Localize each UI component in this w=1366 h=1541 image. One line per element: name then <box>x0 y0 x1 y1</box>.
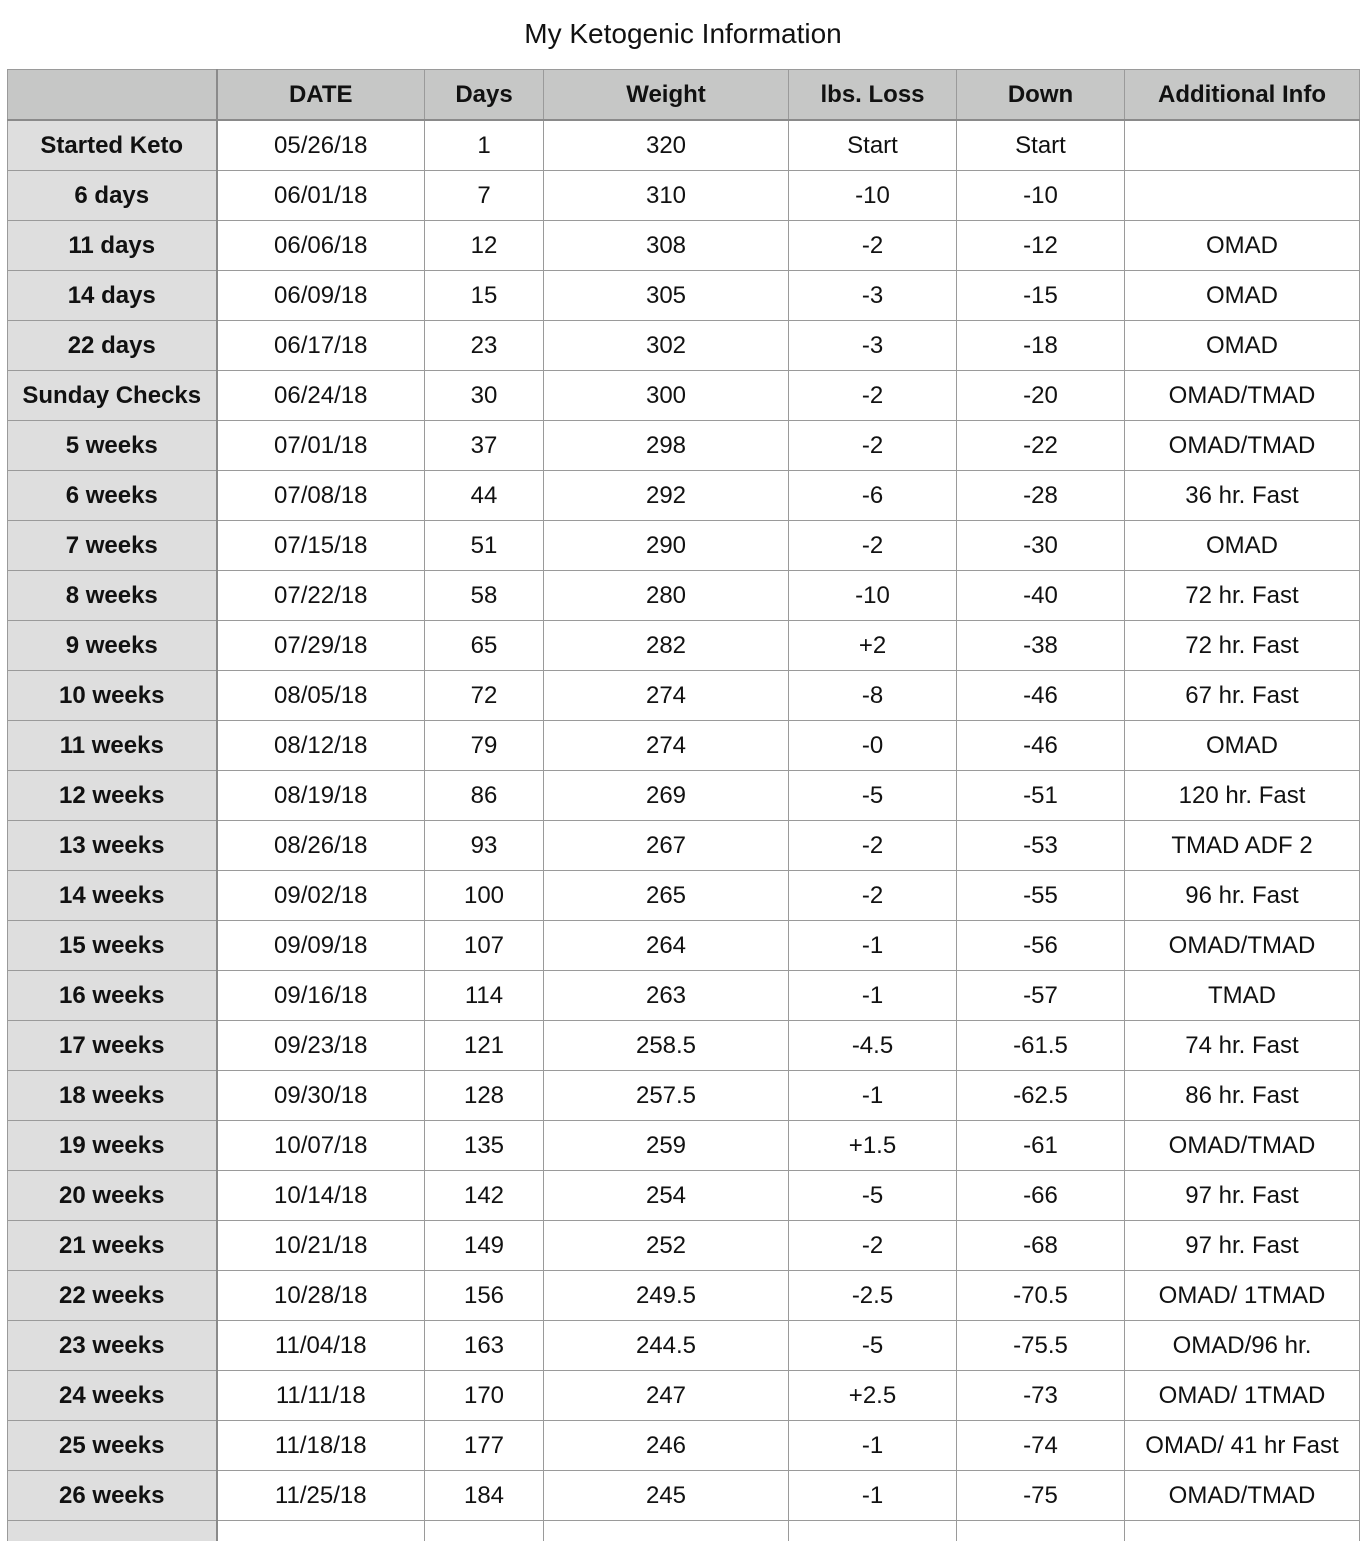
cell-date: 09/16/18 <box>217 971 425 1021</box>
cell-days: 44 <box>425 471 544 521</box>
cell-days: 15 <box>425 271 544 321</box>
cell-lbs-loss: -2 <box>789 521 957 571</box>
cell-weight: 274 <box>544 671 789 721</box>
cell-days: 149 <box>425 1221 544 1271</box>
cell-row-label: 9 weeks <box>8 621 217 671</box>
cell-days: 170 <box>425 1371 544 1421</box>
cell-additional-info <box>1125 171 1360 221</box>
table-cell <box>425 1521 544 1541</box>
cell-date: 09/09/18 <box>217 921 425 971</box>
cell-additional-info <box>1125 120 1360 171</box>
table-cell <box>789 1521 957 1541</box>
cell-lbs-loss: -3 <box>789 321 957 371</box>
table-row <box>8 1221 1360 1271</box>
table-row <box>8 871 1360 921</box>
cell-lbs-loss: -2 <box>789 871 957 921</box>
table-row <box>8 971 1360 1021</box>
cell-additional-info: TMAD ADF 2 <box>1125 821 1360 871</box>
table-row <box>8 621 1360 671</box>
cell-weight: 282 <box>544 621 789 671</box>
table-row-partial <box>8 1521 1360 1541</box>
table-row <box>8 471 1360 521</box>
cell-lbs-loss: -2 <box>789 221 957 271</box>
cell-weight: 280 <box>544 571 789 621</box>
cell-lbs-loss: -1 <box>789 1421 957 1471</box>
cell-date: 08/26/18 <box>217 821 425 871</box>
table-row <box>8 321 1360 371</box>
cell-down: -61 <box>957 1121 1125 1171</box>
cell-row-label: 8 weeks <box>8 571 217 621</box>
cell-lbs-loss: -2 <box>789 421 957 471</box>
cell-down: -38 <box>957 621 1125 671</box>
keto-table <box>7 69 1360 1541</box>
cell-days: 93 <box>425 821 544 871</box>
table-row <box>8 671 1360 721</box>
table-row <box>8 1171 1360 1221</box>
table-row <box>8 1271 1360 1321</box>
table-row <box>8 371 1360 421</box>
cell-date: 11/04/18 <box>217 1321 425 1371</box>
table-cell <box>957 1521 1125 1541</box>
cell-row-label: 26 weeks <box>8 1471 217 1521</box>
cell-row-label: 24 weeks <box>8 1371 217 1421</box>
cell-date: 07/01/18 <box>217 421 425 471</box>
cell-weight: 300 <box>544 371 789 421</box>
cell-days: 79 <box>425 721 544 771</box>
cell-lbs-loss: -1 <box>789 1471 957 1521</box>
header-cell-lbs-loss: lbs. Loss <box>789 70 957 121</box>
cell-additional-info: OMAD/ 41 hr Fast <box>1125 1421 1360 1471</box>
cell-weight: 259 <box>544 1121 789 1171</box>
cell-additional-info: OMAD/TMAD <box>1125 371 1360 421</box>
table-row <box>8 521 1360 571</box>
cell-additional-info: 72 hr. Fast <box>1125 571 1360 621</box>
cell-weight: 308 <box>544 221 789 271</box>
cell-row-label: 22 weeks <box>8 1271 217 1321</box>
cell-additional-info: 97 hr. Fast <box>1125 1171 1360 1221</box>
cell-additional-info: 74 hr. Fast <box>1125 1021 1360 1071</box>
cell-lbs-loss: -6 <box>789 471 957 521</box>
cell-row-label: 20 weeks <box>8 1171 217 1221</box>
cell-lbs-loss: -3 <box>789 271 957 321</box>
cell-lbs-loss: -1 <box>789 971 957 1021</box>
cell-row-label: 14 days <box>8 271 217 321</box>
cell-row-label: 23 weeks <box>8 1321 217 1371</box>
cell-weight: 258.5 <box>544 1021 789 1071</box>
cell-lbs-loss: -5 <box>789 1171 957 1221</box>
cell-date: 09/30/18 <box>217 1071 425 1121</box>
cell-additional-info: 86 hr. Fast <box>1125 1071 1360 1121</box>
cell-down: -22 <box>957 421 1125 471</box>
cell-down: -51 <box>957 771 1125 821</box>
cell-date: 09/23/18 <box>217 1021 425 1071</box>
cell-lbs-loss: -1 <box>789 1071 957 1121</box>
cell-additional-info: OMAD/ 1TMAD <box>1125 1371 1360 1421</box>
table-row <box>8 120 1360 171</box>
cell-down: Start <box>957 120 1125 171</box>
cell-days: 128 <box>425 1071 544 1121</box>
cell-weight: 249.5 <box>544 1271 789 1321</box>
cell-additional-info: 72 hr. Fast <box>1125 621 1360 671</box>
cell-days: 121 <box>425 1021 544 1071</box>
cell-date: 10/07/18 <box>217 1121 425 1171</box>
cell-row-label: 11 days <box>8 221 217 271</box>
cell-additional-info: 36 hr. Fast <box>1125 471 1360 521</box>
table-row <box>8 1421 1360 1471</box>
cell-date: 09/02/18 <box>217 871 425 921</box>
cell-row-label: 11 weeks <box>8 721 217 771</box>
cell-lbs-loss: -10 <box>789 571 957 621</box>
cell-row-label: 5 weeks <box>8 421 217 471</box>
cell-weight: 269 <box>544 771 789 821</box>
cell-lbs-loss: -2.5 <box>789 1271 957 1321</box>
cell-additional-info: 96 hr. Fast <box>1125 871 1360 921</box>
cell-date: 11/11/18 <box>217 1371 425 1421</box>
cell-date: 07/08/18 <box>217 471 425 521</box>
table-row <box>8 1371 1360 1421</box>
cell-days: 1 <box>425 120 544 171</box>
cell-weight: 265 <box>544 871 789 921</box>
table-row <box>8 771 1360 821</box>
cell-date: 10/21/18 <box>217 1221 425 1271</box>
cell-lbs-loss: +2 <box>789 621 957 671</box>
document-title: My Ketogenic Information <box>0 14 1366 54</box>
cell-weight: 290 <box>544 521 789 571</box>
cell-weight: 310 <box>544 171 789 221</box>
cell-days: 184 <box>425 1471 544 1521</box>
cell-down: -61.5 <box>957 1021 1125 1071</box>
cell-additional-info: OMAD/96 hr. <box>1125 1321 1360 1371</box>
cell-days: 142 <box>425 1171 544 1221</box>
cell-additional-info: 97 hr. Fast <box>1125 1221 1360 1271</box>
table-row <box>8 1471 1360 1521</box>
header-cell-days: Days <box>425 70 544 121</box>
cell-additional-info: TMAD <box>1125 971 1360 1021</box>
cell-additional-info: OMAD/ 1TMAD <box>1125 1271 1360 1321</box>
cell-additional-info: 120 hr. Fast <box>1125 771 1360 821</box>
cell-row-label: 6 days <box>8 171 217 221</box>
cell-date: 07/29/18 <box>217 621 425 671</box>
cell-row-label: 12 weeks <box>8 771 217 821</box>
cell-days: 100 <box>425 871 544 921</box>
cell-down: -55 <box>957 871 1125 921</box>
cell-down: -30 <box>957 521 1125 571</box>
cell-weight: 274 <box>544 721 789 771</box>
cell-weight: 264 <box>544 921 789 971</box>
table-row <box>8 821 1360 871</box>
table-row <box>8 1071 1360 1121</box>
cell-weight: 302 <box>544 321 789 371</box>
table-row <box>8 1121 1360 1171</box>
cell-date: 08/12/18 <box>217 721 425 771</box>
header-cell-additional-info: Additional Info <box>1125 70 1360 121</box>
cell-days: 23 <box>425 321 544 371</box>
cell-weight: 267 <box>544 821 789 871</box>
cell-days: 135 <box>425 1121 544 1171</box>
cell-weight: 320 <box>544 120 789 171</box>
cell-weight: 257.5 <box>544 1071 789 1121</box>
header-cell-weight: Weight <box>544 70 789 121</box>
cell-additional-info: OMAD/TMAD <box>1125 1471 1360 1521</box>
cell-down: -18 <box>957 321 1125 371</box>
cell-additional-info: OMAD <box>1125 271 1360 321</box>
table-row <box>8 271 1360 321</box>
cell-row-label: 17 weeks <box>8 1021 217 1071</box>
cell-down: -57 <box>957 971 1125 1021</box>
cell-weight: 254 <box>544 1171 789 1221</box>
cell-down: -53 <box>957 821 1125 871</box>
cell-days: 37 <box>425 421 544 471</box>
cell-days: 163 <box>425 1321 544 1371</box>
cell-down: -46 <box>957 721 1125 771</box>
header-row <box>8 70 1360 121</box>
cell-date: 08/05/18 <box>217 671 425 721</box>
cell-additional-info: OMAD <box>1125 521 1360 571</box>
cell-lbs-loss: -1 <box>789 921 957 971</box>
cell-additional-info: OMAD/TMAD <box>1125 421 1360 471</box>
cell-date: 07/15/18 <box>217 521 425 571</box>
cell-row-label: 18 weeks <box>8 1071 217 1121</box>
table-row <box>8 171 1360 221</box>
cell-down: -70.5 <box>957 1271 1125 1321</box>
cell-down: -56 <box>957 921 1125 971</box>
table-row <box>8 1321 1360 1371</box>
cell-additional-info: OMAD/TMAD <box>1125 1121 1360 1171</box>
cell-days: 12 <box>425 221 544 271</box>
table-row <box>8 1021 1360 1071</box>
table-cell <box>1125 1521 1360 1541</box>
cell-lbs-loss: -0 <box>789 721 957 771</box>
cell-weight: 246 <box>544 1421 789 1471</box>
cell-down: -73 <box>957 1371 1125 1421</box>
cell-days: 86 <box>425 771 544 821</box>
cell-date: 07/22/18 <box>217 571 425 621</box>
cell-weight: 244.5 <box>544 1321 789 1371</box>
cell-days: 156 <box>425 1271 544 1321</box>
cell-weight: 245 <box>544 1471 789 1521</box>
cell-date: 06/09/18 <box>217 271 425 321</box>
cell-row-label: 6 weeks <box>8 471 217 521</box>
cell-row-label: 16 weeks <box>8 971 217 1021</box>
cell-date: 10/14/18 <box>217 1171 425 1221</box>
cell-days: 7 <box>425 171 544 221</box>
cell-row-label: 7 weeks <box>8 521 217 571</box>
cell-additional-info: OMAD/TMAD <box>1125 921 1360 971</box>
cell-row-label: 15 weeks <box>8 921 217 971</box>
table-body <box>8 120 1360 1541</box>
table-cell <box>544 1521 789 1541</box>
cell-lbs-loss: -8 <box>789 671 957 721</box>
cell-days: 107 <box>425 921 544 971</box>
table-cell <box>8 1521 217 1541</box>
cell-additional-info: OMAD <box>1125 321 1360 371</box>
cell-lbs-loss: -2 <box>789 821 957 871</box>
cell-date: 05/26/18 <box>217 120 425 171</box>
table-row <box>8 721 1360 771</box>
cell-lbs-loss: +2.5 <box>789 1371 957 1421</box>
cell-weight: 305 <box>544 271 789 321</box>
cell-down: -10 <box>957 171 1125 221</box>
cell-row-label: Sunday Checks <box>8 371 217 421</box>
cell-date: 06/24/18 <box>217 371 425 421</box>
cell-row-label: 21 weeks <box>8 1221 217 1271</box>
cell-lbs-loss: -10 <box>789 171 957 221</box>
cell-days: 177 <box>425 1421 544 1471</box>
cell-date: 06/01/18 <box>217 171 425 221</box>
header-cell-date: DATE <box>217 70 425 121</box>
cell-row-label: 19 weeks <box>8 1121 217 1171</box>
cell-date: 06/06/18 <box>217 221 425 271</box>
cell-lbs-loss: -2 <box>789 371 957 421</box>
cell-row-label: 14 weeks <box>8 871 217 921</box>
cell-down: -68 <box>957 1221 1125 1271</box>
table-row <box>8 571 1360 621</box>
cell-date: 08/19/18 <box>217 771 425 821</box>
cell-weight: 247 <box>544 1371 789 1421</box>
cell-lbs-loss: -4.5 <box>789 1021 957 1071</box>
cell-date: 06/17/18 <box>217 321 425 371</box>
cell-additional-info: OMAD <box>1125 721 1360 771</box>
table-row <box>8 421 1360 471</box>
cell-days: 58 <box>425 571 544 621</box>
table-row <box>8 221 1360 271</box>
cell-row-label: 25 weeks <box>8 1421 217 1471</box>
cell-additional-info: 67 hr. Fast <box>1125 671 1360 721</box>
cell-down: -46 <box>957 671 1125 721</box>
header-cell-corner <box>8 70 217 121</box>
cell-days: 30 <box>425 371 544 421</box>
cell-down: -74 <box>957 1421 1125 1471</box>
cell-days: 51 <box>425 521 544 571</box>
cell-weight: 298 <box>544 421 789 471</box>
cell-lbs-loss: -2 <box>789 1221 957 1271</box>
table-cell <box>217 1521 425 1541</box>
cell-down: -28 <box>957 471 1125 521</box>
header-cell-down: Down <box>957 70 1125 121</box>
cell-date: 10/28/18 <box>217 1271 425 1321</box>
cell-weight: 252 <box>544 1221 789 1271</box>
cell-days: 72 <box>425 671 544 721</box>
cell-days: 114 <box>425 971 544 1021</box>
table-row <box>8 921 1360 971</box>
cell-weight: 263 <box>544 971 789 1021</box>
cell-lbs-loss: -5 <box>789 771 957 821</box>
cell-down: -75 <box>957 1471 1125 1521</box>
cell-down: -40 <box>957 571 1125 621</box>
cell-down: -12 <box>957 221 1125 271</box>
cell-date: 11/18/18 <box>217 1421 425 1471</box>
cell-lbs-loss: Start <box>789 120 957 171</box>
cell-row-label: Started Keto <box>8 120 217 171</box>
cell-down: -15 <box>957 271 1125 321</box>
cell-down: -75.5 <box>957 1321 1125 1371</box>
cell-additional-info: OMAD <box>1125 221 1360 271</box>
cell-down: -66 <box>957 1171 1125 1221</box>
cell-row-label: 13 weeks <box>8 821 217 871</box>
cell-lbs-loss: +1.5 <box>789 1121 957 1171</box>
cell-days: 65 <box>425 621 544 671</box>
cell-lbs-loss: -5 <box>789 1321 957 1371</box>
cell-weight: 292 <box>544 471 789 521</box>
cell-row-label: 22 days <box>8 321 217 371</box>
cell-down: -20 <box>957 371 1125 421</box>
cell-row-label: 10 weeks <box>8 671 217 721</box>
cell-date: 11/25/18 <box>217 1471 425 1521</box>
cell-down: -62.5 <box>957 1071 1125 1121</box>
